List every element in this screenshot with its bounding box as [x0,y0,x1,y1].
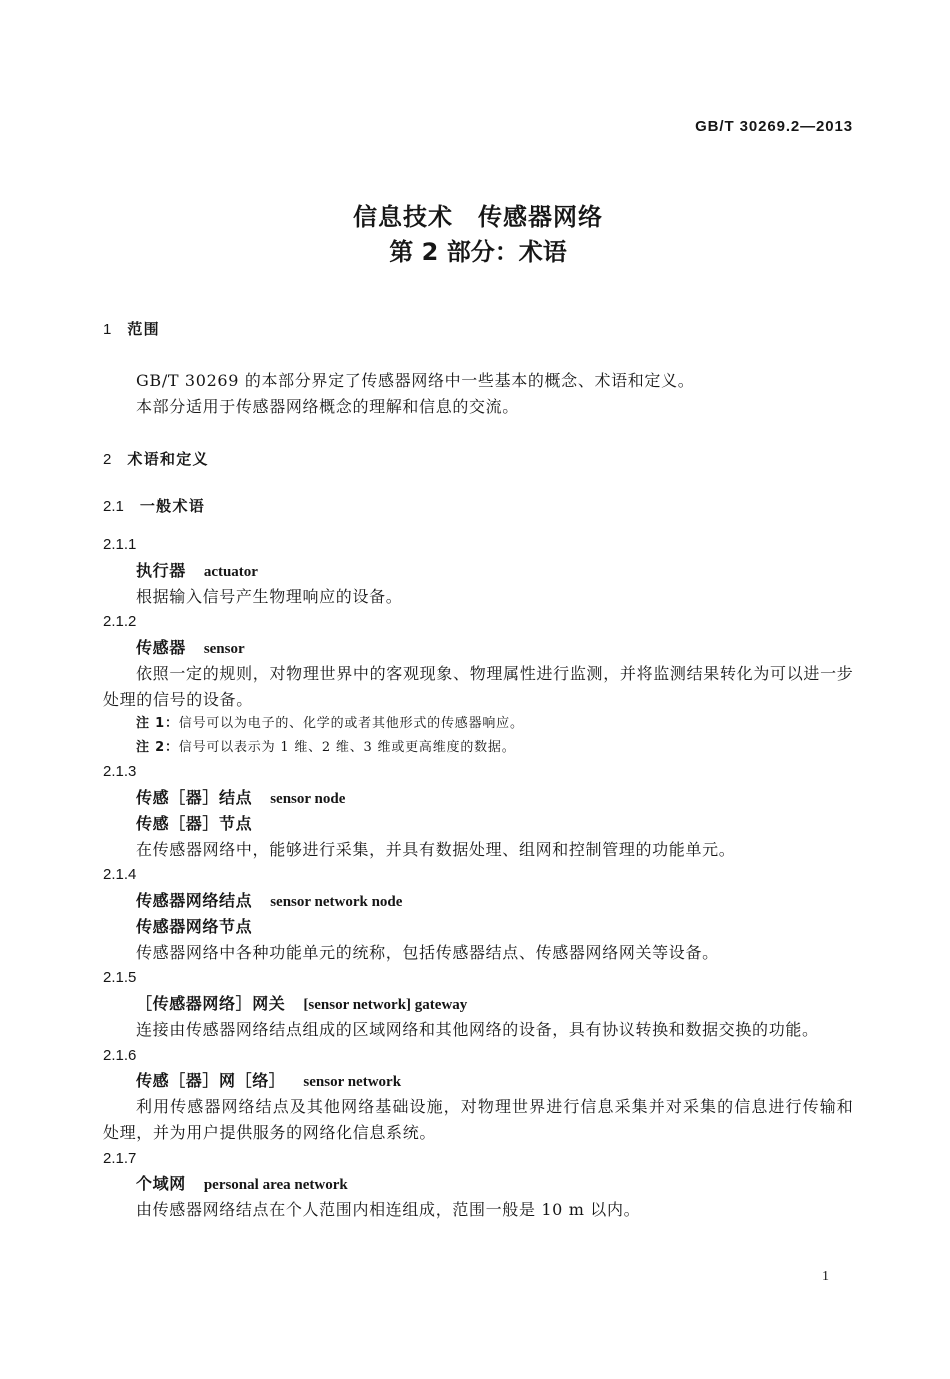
term-chinese: ［传感器网络］网关 [136,994,286,1013]
term-english: sensor network node [270,894,403,910]
term-definition-continued: 处理，并为用户提供服务的网络化信息系统。 [103,1122,437,1142]
note-text: 信号可以为电子的、化学的或者其他形式的传感器响应。 [178,716,524,732]
term-line [103,888,853,914]
section-title: 术语和定义 [127,450,209,468]
term-english: sensor [203,641,245,657]
term-definition-continued: 处理的信号的设备。 [103,689,253,709]
term-definition: 由传感器网络结点在个人范围内相连组成，范围一般是 10 m 以内。 [136,1200,641,1219]
term-number: 2.1.1 [103,536,137,553]
note-text: 信号可以表示为 1 维、2 维、3 维或更高维度的数据。 [178,739,516,755]
scope-paragraph: 本部分适用于传感器网络概念的理解和信息的交流。 [136,397,519,416]
term-entry [103,1146,853,1223]
term-chinese: 传感［器］结点 [136,788,253,807]
term-number: 2.1.7 [103,1149,137,1167]
subsection-heading-general-terms [103,493,853,519]
term-entry [103,532,853,609]
term-chinese: 传感器 [136,638,186,657]
term-entry [103,862,853,965]
term-definition: 根据输入信号产生物理响应的设备。 [136,586,403,606]
term-entry [103,965,853,1042]
section-number: 2 [103,451,112,468]
term-synonym-line [103,811,853,837]
section-title: 范围 [127,320,160,338]
term-definition: 依照一定的规则，对物理世界中的客观现象、物理属性进行监测，并将监测结果转化为可以进一步 [136,663,853,683]
term-definition: 在传感器网络中，能够进行采集，并具有数据处理、组网和控制管理的功能单元。 [136,839,736,859]
term-english: [sensor network] gateway [303,997,468,1013]
section-heading-scope [103,316,853,342]
scope-paragraphs [103,368,853,420]
term-synonym-chinese: 传感［器］节点 [136,813,253,833]
term-line [103,558,853,584]
subsection-title: 一般术语 [139,497,206,515]
document-subtitle: 第 2 部分：术语 [389,238,567,266]
term-entry [103,609,853,759]
term-english: sensor network [303,1074,402,1091]
term-number: 2.1.5 [103,969,137,987]
term-number: 2.1.6 [103,1046,137,1064]
term-definition: 连接由传感器网络结点组成的区域网络和其他网络的设备，具有协议转换和数据交换的功能。 [136,1019,819,1039]
term-english: sensor node [270,791,346,807]
term-chinese: 传感［器］网［络］ [136,1071,286,1091]
term-english: personal area network [203,1177,348,1194]
term-chinese: 个域网 [136,1174,186,1194]
note-label: 注 1： [136,716,179,732]
term-definition: 利用传感器网络结点及其他网络基础设施，对物理世界进行信息采集并对采集的信息进行传输和 [136,1097,853,1116]
document-title: 信息技术 传感器网络 [353,203,603,231]
document-body [103,316,853,1223]
section-number: 1 [103,321,112,338]
term-entry [103,1043,853,1146]
term-number: 2.1.3 [103,763,137,781]
term-number: 2.1.2 [103,613,137,631]
term-english: actuator [203,563,258,580]
term-line [103,635,853,661]
subsection-number: 2.1 [103,498,124,515]
term-entry [103,759,853,862]
term-line [103,991,853,1017]
term-synonym-chinese: 传感器网络节点 [136,916,253,936]
standard-number: GB/T 30269.2—2013 [695,118,853,135]
page-number: 1 [822,1269,829,1284]
term-synonym-line [103,914,853,940]
scope-paragraph: GB/T 30269 的本部分界定了传感器网络中一些基本的概念、术语和定义。 [136,371,695,390]
term-note [103,712,853,736]
term-number: 2.1.4 [103,866,137,884]
note-label: 注 2： [136,739,179,755]
term-chinese: 传感器网络结点 [136,891,253,910]
term-entries [103,532,853,1223]
term-line [103,785,853,811]
term-chinese: 执行器 [136,560,186,580]
section-heading-terms [103,446,853,472]
term-note [103,736,853,760]
term-line [103,1171,853,1197]
term-definition: 传感器网络中各种功能单元的统称，包括传感器结点、传感器网络网关等设备。 [136,942,719,962]
term-line [103,1068,853,1094]
